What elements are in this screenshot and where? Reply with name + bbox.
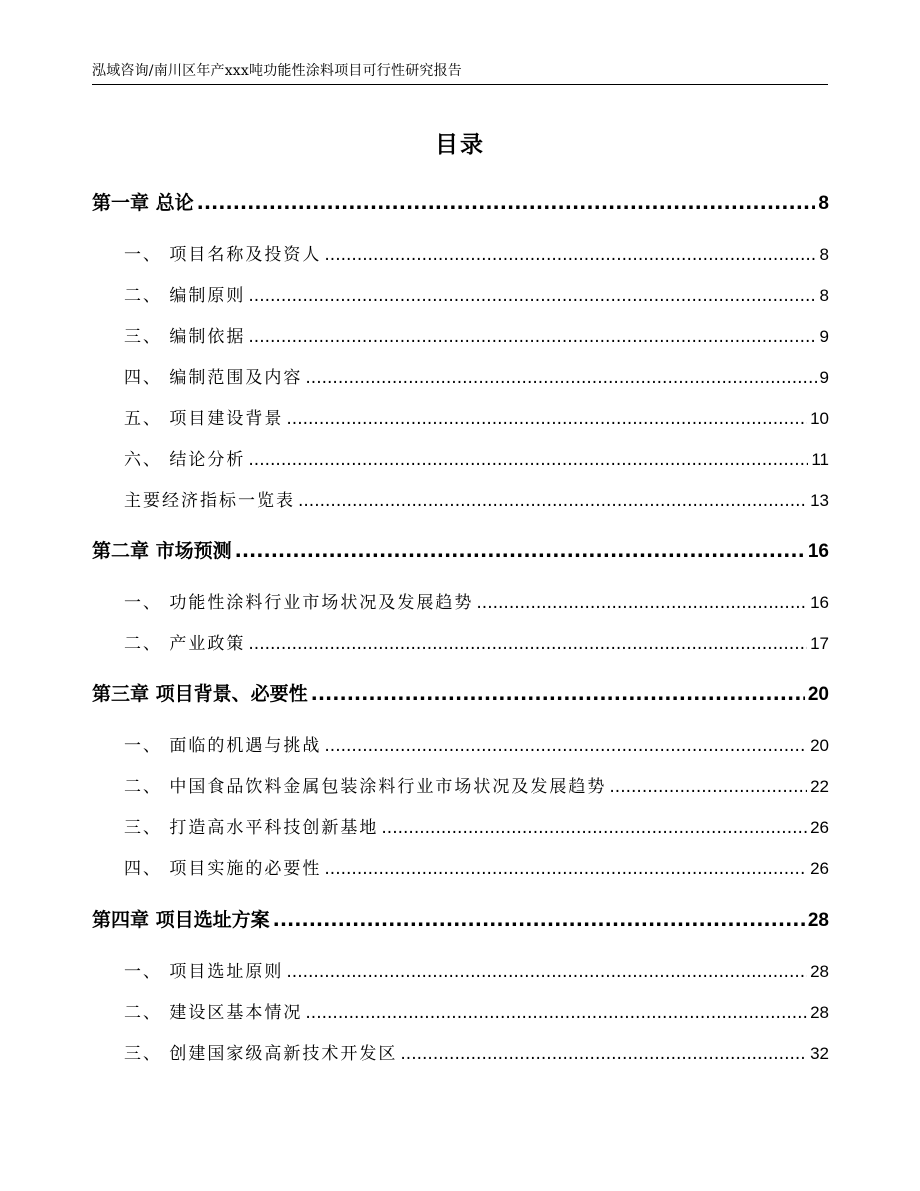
- toc-page-number: 28: [807, 910, 829, 931]
- toc-page-number: 26: [810, 859, 829, 878]
- toc-leader-dots: [324, 245, 816, 265]
- toc-label: 一、 项目选址原则: [124, 962, 284, 982]
- toc-leader-dots: [324, 859, 807, 879]
- toc-label: 第一章 总论: [92, 192, 194, 214]
- toc-label: 二、 中国食品饮料金属包装涂料行业市场状况及发展趋势: [124, 777, 607, 797]
- toc-page-number: 9: [819, 327, 829, 346]
- toc-leader-dots: [197, 192, 816, 214]
- header-rule: [92, 84, 828, 85]
- toc-leader-dots: [305, 368, 816, 388]
- toc-section[interactable]: [124, 281, 829, 306]
- toc-label: 二、 建设区基本情况: [124, 1003, 303, 1023]
- toc-chapter-1[interactable]: [92, 188, 829, 215]
- toc-page-number: 20: [810, 736, 829, 755]
- toc-page-number: 20: [807, 684, 829, 705]
- toc-label: 主要经济指标一览表: [124, 491, 295, 511]
- toc-label: 一、 功能性涂料行业市场状况及发展趋势: [124, 593, 474, 613]
- toc-page-number: 10: [810, 409, 829, 428]
- toc-leader-dots: [400, 1044, 807, 1064]
- toc-page-number: 28: [810, 962, 829, 981]
- toc-section[interactable]: [124, 854, 829, 879]
- toc-label: 一、 面临的机遇与挑战: [124, 736, 322, 756]
- toc-leader-dots: [235, 540, 805, 562]
- toc-page-number: 8: [819, 286, 829, 305]
- toc-section[interactable]: [124, 998, 829, 1023]
- toc-page-number: 22: [810, 777, 829, 796]
- toc-label: 三、 编制依据: [124, 327, 246, 347]
- toc-section[interactable]: [124, 322, 829, 347]
- toc-section[interactable]: [124, 445, 829, 470]
- toc-section[interactable]: [124, 363, 829, 388]
- toc-leader-dots: [248, 286, 816, 306]
- toc-leader-dots: [381, 818, 807, 838]
- toc-chapter-2[interactable]: [92, 536, 829, 563]
- toc-page-number: 26: [810, 818, 829, 837]
- toc-leader-dots: [248, 634, 807, 654]
- toc-page-number: 16: [810, 593, 829, 612]
- toc-page-number: 8: [818, 193, 829, 214]
- toc-leader-dots: [324, 736, 807, 756]
- toc-label: 四、 编制范围及内容: [124, 368, 303, 388]
- toc-label: 二、 产业政策: [124, 634, 246, 654]
- toc-section[interactable]: [124, 957, 829, 982]
- toc-leader-dots: [298, 491, 807, 511]
- toc-page-number: 32: [810, 1044, 829, 1063]
- toc-leader-dots: [305, 1003, 807, 1023]
- toc-page-number: 17: [810, 634, 829, 653]
- toc-page-number: 8: [819, 245, 829, 264]
- toc-leader-dots: [286, 962, 807, 982]
- toc-section[interactable]: [124, 240, 829, 265]
- toc-section[interactable]: [124, 629, 829, 654]
- toc-leader-dots: [248, 327, 816, 347]
- toc-leader-dots: [609, 777, 807, 797]
- toc-section[interactable]: [124, 772, 829, 797]
- toc-page-number: 28: [810, 1003, 829, 1022]
- page-header: 泓域咨询/南川区年产xxx吨功能性涂料项目可行性研究报告: [92, 63, 463, 79]
- toc-page-number: 16: [807, 541, 829, 562]
- toc-section[interactable]: [124, 731, 829, 756]
- toc-label: 三、 打造高水平科技创新基地: [124, 818, 379, 838]
- toc-label: 四、 项目实施的必要性: [124, 859, 322, 879]
- toc-label: 二、 编制原则: [124, 286, 246, 306]
- toc-label: 第三章 项目背景、必要性: [92, 683, 308, 705]
- toc-label: 一、 项目名称及投资人: [124, 245, 322, 265]
- toc-page-number: 11: [811, 450, 829, 469]
- toc-label: 第二章 市场预测: [92, 540, 232, 562]
- toc-section[interactable]: [124, 813, 829, 838]
- toc-label: 第四章 项目选址方案: [92, 909, 270, 931]
- toc-chapter-3[interactable]: [92, 679, 829, 706]
- toc-leader-dots: [476, 593, 807, 613]
- toc-label: 三、 创建国家级高新技术开发区: [124, 1044, 398, 1064]
- toc-page-number: 13: [810, 491, 829, 510]
- page-title: 目录: [435, 132, 485, 158]
- toc-label: 五、 项目建设背景: [124, 409, 284, 429]
- toc-section[interactable]: [124, 1039, 829, 1064]
- toc-label: 六、 结论分析: [124, 450, 246, 470]
- toc-section[interactable]: [124, 588, 829, 613]
- toc-page-number: 9: [819, 368, 829, 387]
- toc-section[interactable]: [124, 486, 829, 511]
- toc-leader-dots: [286, 409, 807, 429]
- toc-section[interactable]: [124, 404, 829, 429]
- toc-leader-dots: [248, 450, 808, 470]
- toc-leader-dots: [273, 909, 805, 931]
- toc-leader-dots: [311, 683, 805, 705]
- toc-chapter-4[interactable]: [92, 905, 829, 932]
